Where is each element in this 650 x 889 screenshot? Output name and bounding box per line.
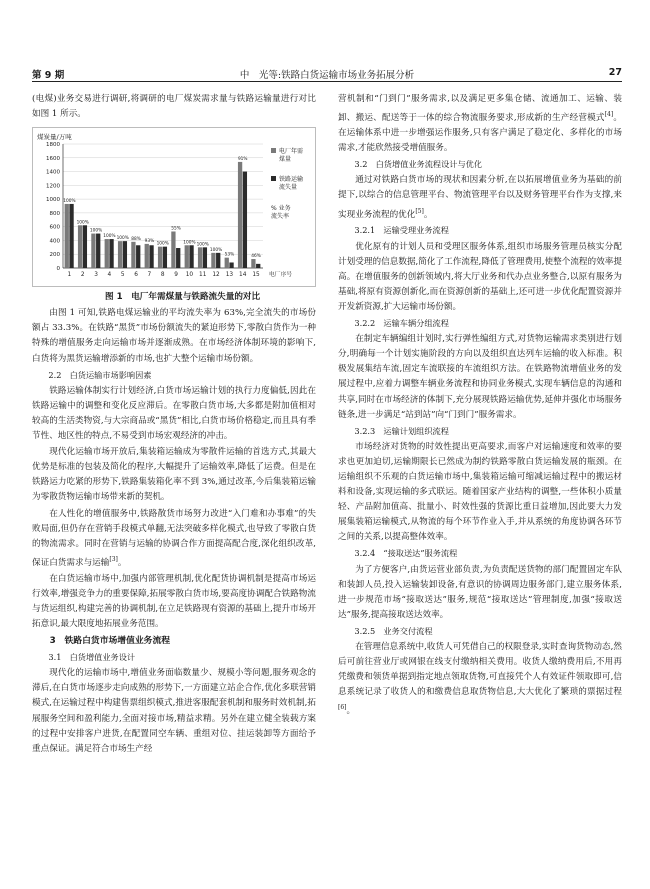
section-heading: 3.2.1 运输受理业务流程 — [354, 225, 449, 236]
data-label: 100% — [103, 234, 116, 240]
x-tick-label: 5 — [120, 272, 125, 279]
bar-loss — [229, 263, 233, 269]
bar-loss — [96, 234, 100, 268]
bar-loss — [69, 204, 73, 268]
x-tick-label: 10 — [185, 272, 194, 279]
section-heading: 3.2.3 运输计划组织流程 — [354, 425, 449, 436]
data-label: 100% — [76, 220, 89, 226]
bar-loss — [149, 245, 153, 268]
bar-demand — [65, 204, 69, 268]
y-tick-label: 1800 — [46, 142, 60, 149]
paragraph — [338, 92, 622, 156]
left-column — [32, 92, 316, 758]
data-label: 100% — [183, 240, 196, 246]
bar-demand — [131, 242, 135, 268]
legend-label: 铁路运输 — [279, 176, 304, 184]
paragraph: 为了方便客户,由货运营业部负责,为负责配送货物的部门配置固定车队和装卸人员,投入运输装卸设备,有意识的协调周边服务部门,建立服务体系,进一步规范市场“接取送达”服务,规范“接取送达”管理制度,加强“接取送达”服务,提高接取送达效率。 — [338, 564, 622, 620]
data-label: 100% — [196, 242, 209, 248]
paragraph: 在白货运输市场中,加强内部管理机制,优化配货协调机制是提高市场运行效率,增强竞争力的重要保障,拓展零散白货市场,要高度协调配合铁路物流与货运组织,构建完善的协调机制,在立足铁路现有资源的基础上,提升市场开拓意识,最大限度地拓展业务范围。 — [32, 573, 316, 630]
issue-number: 第 9 期 — [32, 70, 65, 81]
bar-demand — [118, 241, 122, 268]
y-tick-label: 1200 — [46, 183, 60, 190]
x-tick-label: 9 — [174, 272, 178, 279]
x-tick-label: 12 — [212, 272, 220, 279]
paragraph: 现代化的运输市场中,增值业务面临数量少、规模小等问题,服务观念的滞后,在白货市场逐步走向成熟的形势下,一方面建立站企合作,优化多联营销模式,在运输过程中构建售票组织模式,推进客服配套机制和服务时效机制,拓展服务空间和盈利能力,全面对接市场,精益求精。另外在建立健全装载方案的过程中安排客户进货,在配置同空车辆、重组对位、挂运装卸等方面给予重点保证。满足符合市场生产经 — [32, 668, 316, 754]
legend-label: 流失量 — [279, 184, 298, 192]
bar-demand — [91, 234, 95, 268]
paragraph-text: 。 — [423, 209, 433, 220]
legend-label: 电厂年需 — [279, 148, 304, 156]
bar-demand — [238, 162, 242, 268]
paragraph: 优化原有的计划人员和受理区服务体系,组织市场服务管理员核实分配计划受理的信息数据,简化了工作流程,降低了管理费用,使整个流程的效率提高。在增值服务的创新领域内,将大厅业务和代办点业务整合,以原有服务为基础,将原有资源创新化,而在资源创新的基础上,还可进一步优化配置资源并开发新资源,扩大运输市场份额。 — [338, 241, 622, 312]
y-tick-label: 800 — [49, 211, 60, 218]
paragraph-text: 。 — [346, 706, 356, 717]
bar-demand — [251, 259, 255, 268]
legend-label: 煤量 — [279, 156, 292, 164]
legend-label: % 业务 — [271, 205, 291, 213]
section-heading: 3.2.5 业务交付流程 — [354, 625, 433, 636]
data-label: 91% — [237, 157, 248, 163]
figure-1 — [32, 127, 316, 287]
y-tick-label: 1600 — [46, 155, 60, 162]
paragraph: 由图 1 可知,铁路电煤运输业的平均流失率为 63%,完全流失的市场份额占 33.3%。在铁路“黑货”市场份额流失的紧迫形势下,零散白货作为一种特殊的增值服务走向运输市场并逐渐成熟。在市场经济体制环境的影响下,白货将为黑货运输增添新的市场,也扩大整个运输市场份额。 — [32, 308, 316, 364]
bar-demand — [105, 239, 109, 268]
citation: [3] — [109, 555, 118, 563]
x-tick-label: 7 — [147, 272, 152, 279]
data-label: 100% — [156, 241, 169, 247]
bar-demand — [198, 248, 202, 269]
bar-loss — [243, 172, 247, 268]
bar-chart — [33, 128, 317, 288]
legend-swatch — [271, 148, 276, 153]
data-label: 100% — [209, 248, 223, 254]
x-tick-label: 14 — [239, 272, 247, 279]
paragraph — [338, 173, 622, 222]
section-heading: 3.1 白货增值业务设计 — [48, 652, 136, 663]
section-heading: 3 铁路白货市场增值业务流程 — [49, 636, 171, 647]
x-tick-label: 4 — [107, 272, 112, 279]
data-label: 88% — [131, 237, 141, 243]
citation: [4] — [604, 111, 614, 119]
x-axis-label: 电厂序号 — [269, 272, 293, 279]
bar-loss — [203, 248, 207, 269]
y-tick-label: 400 — [49, 238, 60, 245]
y-tick-label: 600 — [49, 224, 60, 231]
legend-swatch — [271, 176, 276, 181]
section-heading: 3.2 白货增值业务流程设计与优化 — [354, 159, 483, 170]
paragraph-text: 营机制和“门到门”服务需求,以及满足更多集仓储、流通加工、运输、装卸、搬运、配送等于一体的综合物流服务要求,形成新的生产经营模式 — [338, 94, 622, 123]
paragraph: 市场经济对货物的时效性提出更高要求,而客户对运输速度和效率的要求也更加迫切,运输期限长已然成为制约铁路零散白货运输发展的瓶颈。在运输组织不乐观的白货运输市场中,集装箱运输可缩减运输过程中的搬运材料和设备,实现运输的多式联运。随着国家产业结构的调整,一些体积小质量轻、产品附加值高、批量小、时效性强的货源比重日益增加,因此要大力发展集装箱运输模式,从物流的每个环节作业入手,并从系统的角度协调各环节之间的关系,以提高整体效率。 — [338, 441, 622, 543]
page-number: 27 — [608, 67, 622, 78]
bar-demand — [185, 245, 189, 268]
data-label: 100% — [116, 236, 129, 242]
paragraph: 在制定车辆编组计划时,实行弹性编组方式,对货物运输需求类别进行划分,明确每一个计划实施阶段的方向以及组织直达列车运输的收入标准。积极发展集结车流,固定车流联接的车流组织方法。在铁路物流增值业务的发展过程中,应着力调整车辆业务流程和协同业务模式,实现车辆信息的沟通和共享,同时在市场经济的体制下,充分展现铁路运输优势,延伸并强化市场服务链条,进一步满足“站到站”向“门到门”服务需求。 — [338, 334, 622, 420]
legend-label: 流失率 — [271, 213, 290, 221]
paragraph-text: 通过对铁路白货市场的现状和因素分析,在以拓展增值业务为基础的前提下,以综合的信息管理平台、物流管理平台以及财务管理平台作为支撑,来实现业务流程的优化 — [338, 175, 622, 220]
citation: [6] — [338, 704, 347, 712]
x-tick-label: 13 — [225, 272, 234, 279]
x-tick-label: 3 — [94, 272, 98, 279]
bar-loss — [109, 239, 113, 268]
bar-loss — [189, 245, 193, 268]
bar-loss — [163, 247, 167, 268]
paragraph — [338, 640, 622, 719]
y-axis-label: 煤炭量/万吨 — [37, 133, 72, 142]
paragraph: 现代化运输市场开放后,集装箱运输成为零散件运输的首选方式,其最大优势是标准的包装及简化的程序,大幅提升了运输效率,降低了运费。但是在铁路运力吃紧的形势下,铁路集装箱化率不到 3%,通过改革,今后集装箱运输为零散货物运输市场带来新的契机。 — [32, 447, 316, 503]
section-heading: 3.2.2 运输车辆分组流程 — [354, 318, 449, 329]
y-tick-label: 1400 — [46, 169, 60, 176]
y-tick-label: 0 — [56, 266, 60, 273]
running-title: 中 光等:铁路白货运输市场业务拓展分析 — [239, 70, 415, 81]
data-label: 93% — [144, 239, 155, 245]
paragraph — [32, 507, 316, 571]
paragraph: 铁路运输体制实行计划经济,白货市场运输计划的执行力度偏低,因此在铁路运输中的调整和变化反应滞后。在零散白货市场,大多都是附加值相对较高的生活类物资,与大宗商品或“黑货”相比,白货市场价格稳定,而且具有季节性、地区性的特点,不易受到市场宏观经济的冲击。 — [32, 385, 316, 442]
right-column — [338, 92, 622, 720]
data-label: 53% — [224, 252, 235, 258]
bar-loss — [216, 253, 220, 268]
bar-loss — [136, 245, 140, 268]
bar-demand — [211, 253, 215, 268]
bar-demand — [78, 225, 82, 268]
paragraph-text: 。在运输体系中进一步增强运作服务,只有客户满足了稳定化、多样化的市场需求,才能欣然接受增值服务。 — [338, 112, 622, 154]
x-tick-label: 2 — [80, 272, 85, 279]
bar-loss — [83, 225, 87, 268]
x-tick-label: 8 — [160, 272, 165, 279]
bar-loss — [176, 248, 180, 268]
x-tick-label: 11 — [199, 272, 207, 279]
data-label: 46% — [251, 254, 261, 260]
x-tick-label: 15 — [252, 272, 260, 279]
bar-demand — [158, 247, 162, 268]
bar-demand — [145, 244, 149, 268]
x-tick-label: 1 — [67, 272, 72, 279]
bar-loss — [123, 241, 127, 268]
running-header — [32, 64, 622, 82]
figure-caption: 图 1 电厂年需煤量与铁路流失量的对比 — [105, 292, 261, 303]
section-heading: 2.2 白货运输市场影响因素 — [48, 369, 152, 380]
y-tick-label: 1000 — [46, 197, 60, 204]
bar-demand — [171, 232, 175, 269]
data-label: 100% — [63, 199, 76, 205]
bar-loss — [256, 264, 260, 268]
citation: [5] — [415, 207, 424, 215]
section-heading: 3.2.4 “接取送达”服务流程 — [354, 548, 458, 559]
paragraph-text: 在管理信息系统中,收货人可凭借自己的权限登录,实时查询货物动态,然后可前往营业厅或网银在线支付缴纳相关费用。收货人缴纳费用后,不用再凭缴费和领货单据到指定地点领取货物,可直接凭个人有效证件领取即可,信息系统记录了收货人的和缴费信息取货物信息,大大优化了繁琐的票据过程 — [338, 642, 622, 698]
paragraph-text: 。 — [117, 557, 127, 568]
intro-paragraph: (电煤)业务交易进行调研,将调研的电厂煤炭需求量与铁路运输量进行对比如图 1 所示。 — [32, 94, 316, 120]
data-label: 100% — [89, 228, 103, 234]
data-label: 55% — [171, 226, 181, 232]
y-tick-label: 200 — [49, 252, 60, 259]
x-tick-label: 6 — [134, 272, 138, 279]
paragraph-text: 在人性化的增值服务中,铁路散货市场努力改进“入门难和办事难”的失败局面,但仍存在营销手段模式单翻,无法突破多样化模式,也导致了零散白货的物流需求。同时在营销与运输的协调合作方面提高配合度,深化组织改革,保证白货需求与运输 — [32, 508, 316, 568]
bar-demand — [225, 258, 229, 268]
